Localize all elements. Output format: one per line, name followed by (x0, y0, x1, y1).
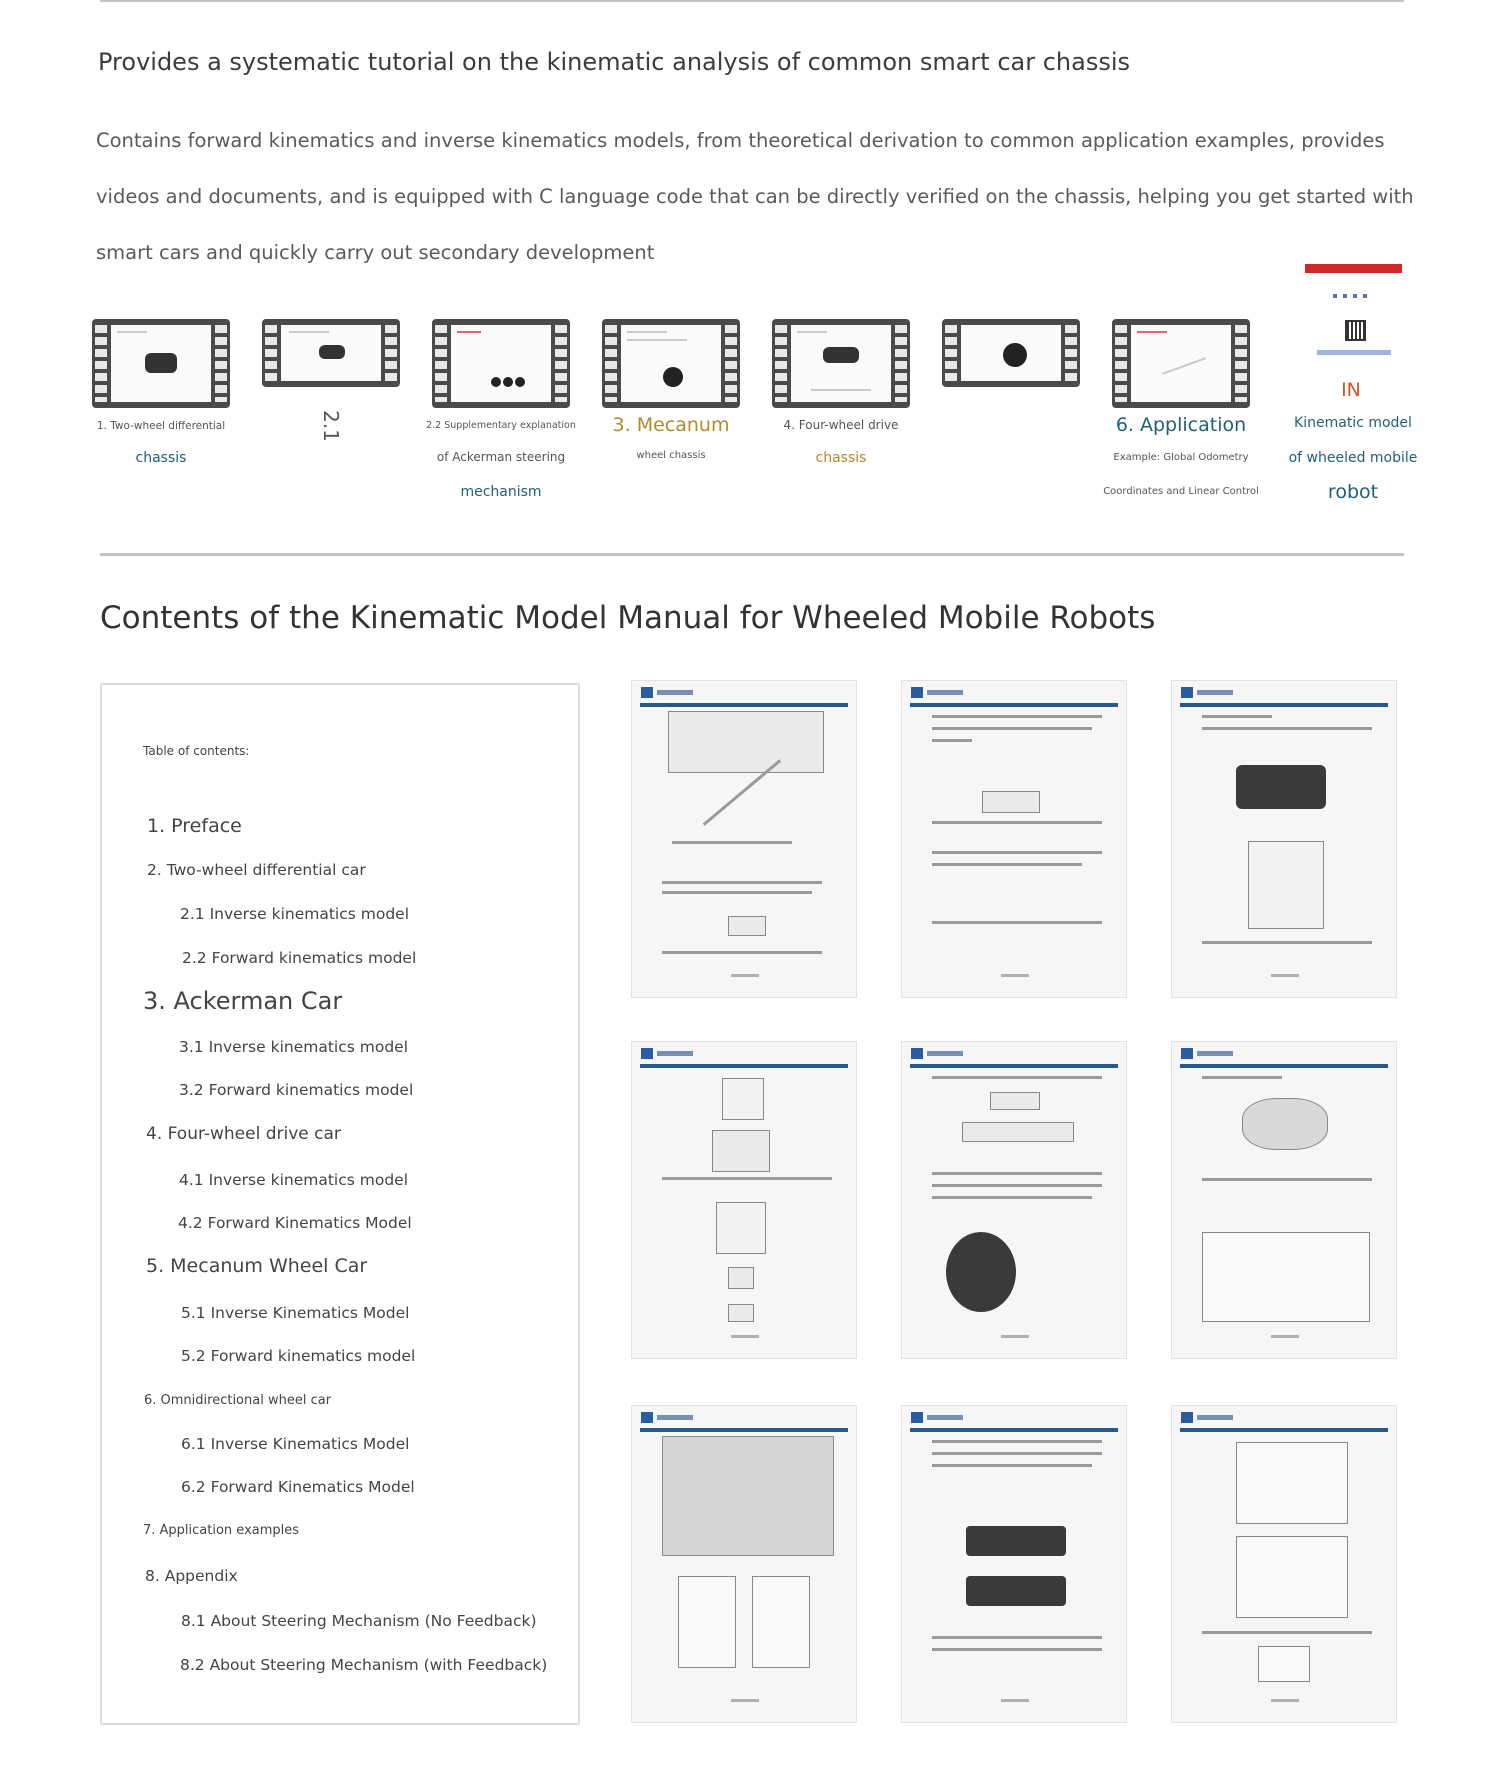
toc-item-5-2: 5.2 Forward kinematics model (181, 1347, 416, 1365)
top-divider (100, 0, 1404, 2)
video-caption-line2: Example: Global Odometry (1113, 452, 1249, 463)
toc-item-8-2: 8.2 About Steering Mechanism (with Feedback) (180, 1656, 548, 1674)
video-thumbnail (791, 325, 891, 402)
toc-item-3-2: 3.2 Forward kinematics model (179, 1081, 414, 1099)
intro-description: Contains forward kinematics and inverse kinematics models, from theoretical derivation to common application examples, provides videos and documents, and is equipped with C language code that can be directly verified on the chassis, helping you get started with smart cars and quickly carry out secondary development (96, 129, 1414, 264)
toc-item-4-1: 4.1 Inverse kinematics model (179, 1171, 409, 1189)
qr-caption-line3: robot (1327, 481, 1379, 503)
toc-item-2-1: 2.1 Inverse kinematics model (180, 905, 410, 923)
video-caption-line1: 4. Four-wheel drive (783, 418, 899, 432)
manual-page-preview-1[interactable] (631, 680, 857, 998)
manual-page-preview-6[interactable] (1171, 1041, 1397, 1359)
video-caption-line2: wheel chassis (636, 450, 706, 461)
qr-code-panel[interactable] (1305, 264, 1402, 367)
video-caption-line1: 2.2 Supplementary explanation (426, 420, 576, 431)
video-caption-line1: 6. Application (1115, 414, 1247, 436)
video-thumbnail (961, 325, 1061, 381)
qr-code-icon (1345, 320, 1366, 341)
toc-heading: Table of contents: (143, 744, 250, 758)
video-thumbnail (111, 325, 211, 402)
toc-item-6-1: 6.1 Inverse Kinematics Model (181, 1435, 410, 1453)
toc-item-preface: 1. Preface (147, 815, 242, 837)
toc-item-4-2: 4.2 Forward Kinematics Model (178, 1214, 412, 1232)
video-caption-line2: chassis (135, 450, 187, 466)
video-caption-line1: 1. Two-wheel differential (96, 420, 226, 432)
toc-item-6-2: 6.2 Forward Kinematics Model (181, 1478, 415, 1496)
film-frame-icon (92, 319, 230, 408)
video-caption-line2: of Ackerman steering (436, 450, 566, 464)
manual-page-preview-8[interactable] (901, 1405, 1127, 1723)
section-divider (100, 553, 1404, 556)
qr-caption-line1: Kinematic model (1294, 415, 1412, 431)
qr-caption-line2: of wheeled mobile (1288, 450, 1418, 466)
manual-page-preview-9[interactable] (1171, 1405, 1397, 1723)
toc-item-2-2: 2.2 Forward kinematics model (182, 949, 417, 967)
toc-item-5-1: 5.1 Inverse Kinematics Model (181, 1304, 410, 1322)
intro-title: Provides a systematic tutorial on the kinematic analysis of common smart car chassis (98, 48, 1131, 76)
toc-item-ackerman: 3. Ackerman Car (143, 987, 343, 1015)
video-caption-line1: 3. Mecanum (612, 414, 730, 436)
toc-item-omni: 6. Omnidirectional wheel car (144, 1393, 332, 1408)
film-frame-icon (602, 319, 740, 408)
toc-item-mecanum: 5. Mecanum Wheel Car (146, 1255, 368, 1277)
toc-item-four-wheel: 4. Four-wheel drive car (146, 1124, 341, 1144)
video-caption-line3: mechanism (460, 484, 542, 500)
toc-item-applications: 7. Application examples (143, 1523, 300, 1538)
video-caption-line2: chassis (815, 450, 867, 466)
manual-page-preview-2[interactable] (901, 680, 1127, 998)
toc-item-8-1: 8.1 About Steering Mechanism (No Feedback) (181, 1612, 537, 1630)
toc-item-3-1: 3.1 Inverse kinematics model (179, 1038, 409, 1056)
film-frame-icon (1112, 319, 1250, 408)
contents-title: Contents of the Kinematic Model Manual for Wheeled Mobile Robots (100, 600, 1156, 636)
qr-caption-tag: IN (1341, 379, 1361, 401)
video-thumbnail (451, 325, 551, 402)
film-frame-icon (772, 319, 910, 408)
film-frame-icon (942, 319, 1080, 387)
manual-page-preview-7[interactable] (631, 1405, 857, 1723)
film-frame-icon (432, 319, 570, 408)
video-thumbnail (621, 325, 721, 402)
manual-page-preview-3[interactable] (1171, 680, 1397, 998)
video-caption-line3: Coordinates and Linear Control (1103, 486, 1259, 497)
toc-item-two-wheel: 2. Two-wheel differential car (147, 861, 366, 879)
manual-page-preview-5[interactable] (901, 1041, 1127, 1359)
toc-item-appendix: 8. Appendix (145, 1567, 238, 1585)
manual-page-preview-4[interactable] (631, 1041, 857, 1359)
video-caption-line1: 2.1 (319, 410, 343, 442)
video-thumbnail (1131, 325, 1231, 402)
